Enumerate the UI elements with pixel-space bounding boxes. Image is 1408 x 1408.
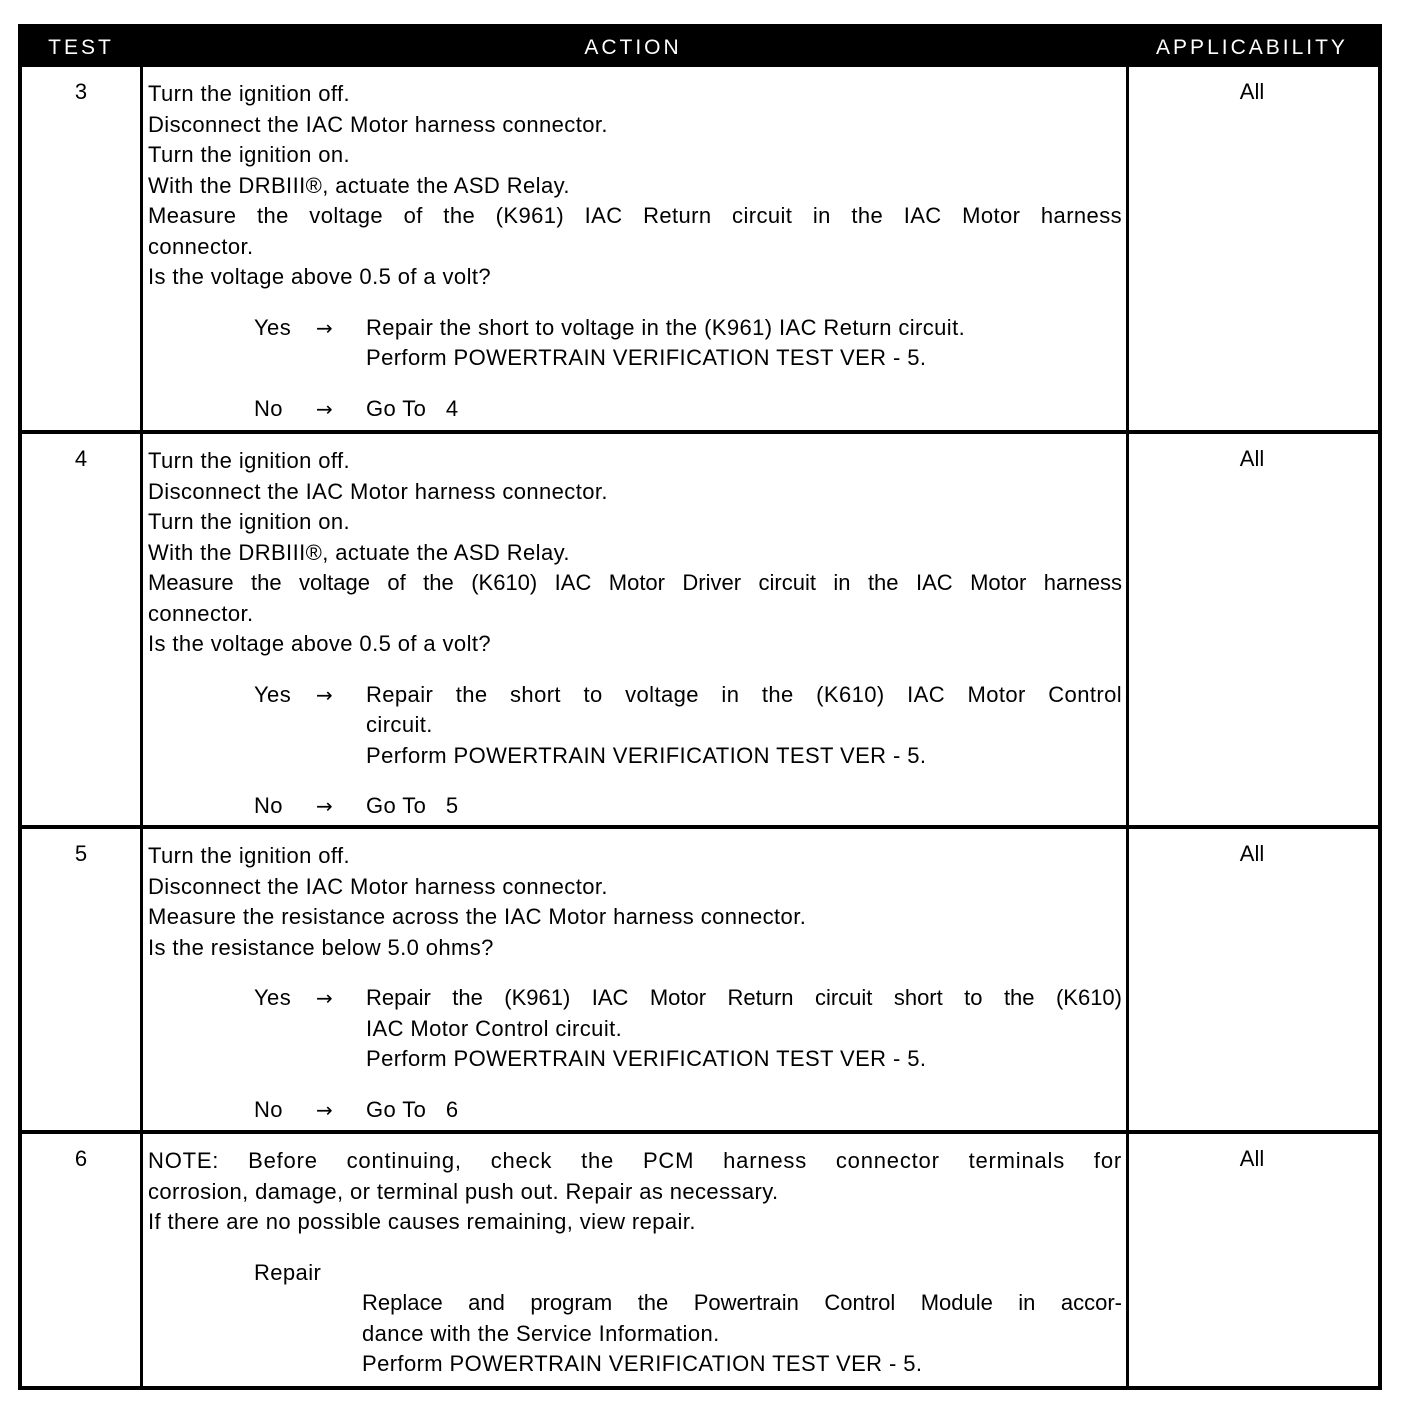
- no-label: No: [254, 1096, 283, 1122]
- yes-text: Perform POWERTRAIN VERIFICATION TEST VER - 5.: [366, 1046, 927, 1071]
- applicability-value: All: [1239, 1146, 1265, 1171]
- arrow-icon: →: [316, 794, 334, 818]
- goto-text: Go To 4: [366, 395, 459, 421]
- no-outcome: [148, 394, 1122, 425]
- step-text: Turn the ignition off.: [148, 81, 351, 106]
- no-label: No: [254, 793, 283, 818]
- action-cell: [148, 841, 1122, 1125]
- goto-text: Go To 5: [366, 793, 459, 818]
- step-text: Turn the ignition off.: [148, 843, 351, 868]
- no-label: No: [254, 395, 283, 421]
- yes-text: Repair the short to voltage in the (K610) IAC Motor Control: [366, 681, 1122, 707]
- action-cell: [148, 446, 1122, 822]
- repair-text: Perform POWERTRAIN VERIFICATION TEST VER - 5.: [362, 1351, 923, 1376]
- question-text: Is the resistance below 5.0 ohms?: [148, 934, 494, 960]
- step-text: Measure the voltage of the (K610) IAC Motor Driver circuit in the IAC Motor harness: [148, 570, 1122, 595]
- applicability-value: All: [1239, 841, 1265, 866]
- note-text: NOTE: Before continuing, check the PCM harness connector terminals for: [148, 1148, 1122, 1173]
- header-action: ACTION: [584, 36, 682, 59]
- no-outcome: [148, 1095, 1122, 1126]
- table-row: [22, 430, 1378, 828]
- yes-text: circuit.: [366, 712, 433, 737]
- yes-label: Yes: [254, 681, 292, 707]
- test-number: 6: [74, 1146, 88, 1171]
- table-header: [22, 28, 1378, 67]
- header-applicability: APPLICABILITY: [1156, 36, 1348, 59]
- yes-text: Perform POWERTRAIN VERIFICATION TEST VER - 5.: [366, 742, 927, 768]
- test-number: 5: [74, 841, 88, 866]
- repair-label: Repair: [254, 1259, 322, 1285]
- diagnostic-table: [18, 24, 1382, 1390]
- table-row: [22, 1130, 1378, 1386]
- yes-outcome: [148, 313, 1122, 374]
- yes-outcome: [148, 680, 1122, 772]
- arrow-icon: →: [316, 315, 334, 340]
- step-text: Measure the voltage of the (K961) IAC Return circuit in the IAC Motor harness: [148, 203, 1122, 228]
- yes-text: Repair the short to voltage in the (K961) IAC Return circuit.: [366, 314, 966, 340]
- arrow-icon: →: [316, 682, 334, 707]
- yes-text: Perform POWERTRAIN VERIFICATION TEST VER - 5.: [366, 345, 927, 370]
- step-text: Disconnect the IAC Motor harness connector.: [148, 478, 608, 504]
- step-text: Disconnect the IAC Motor harness connector.: [148, 873, 608, 899]
- step-text: Turn the ignition on.: [148, 142, 351, 167]
- step-text: With the DRBIII®, actuate the ASD Relay.: [148, 172, 570, 198]
- repair-text: Replace and program the Powertrain Control Module in accor-: [362, 1290, 1122, 1315]
- note-text: corrosion, damage, or terminal push out. Repair as necessary.: [148, 1178, 779, 1204]
- header-test: TEST: [48, 36, 114, 59]
- action-cell: [148, 79, 1122, 424]
- action-cell: [148, 1146, 1122, 1380]
- table-row: [22, 825, 1378, 1132]
- table-row: [22, 67, 1378, 433]
- step-text: connector.: [148, 600, 254, 626]
- repair-text: dance with the Service Information.: [362, 1320, 720, 1346]
- yes-text: Repair the (K961) IAC Motor Return circuit short to the (K610): [366, 985, 1122, 1010]
- step-text: Turn the ignition on.: [148, 509, 351, 534]
- applicability-value: All: [1239, 79, 1265, 104]
- arrow-icon: →: [316, 986, 334, 1010]
- test-number: 3: [74, 79, 88, 104]
- step-text: Turn the ignition off.: [148, 448, 351, 473]
- step-text: Measure the resistance across the IAC Motor harness connector.: [148, 904, 807, 929]
- step-text: If there are no possible causes remaining, view repair.: [148, 1209, 696, 1234]
- yes-outcome: [148, 983, 1122, 1075]
- step-text: Disconnect the IAC Motor harness connector.: [148, 111, 608, 137]
- question-text: Is the voltage above 0.5 of a volt?: [148, 631, 492, 656]
- step-text: With the DRBIII®, actuate the ASD Relay.: [148, 539, 570, 565]
- test-number: 4: [74, 446, 88, 471]
- arrow-icon: →: [316, 1097, 334, 1122]
- step-text: connector.: [148, 233, 254, 259]
- yes-label: Yes: [254, 985, 292, 1010]
- arrow-icon: →: [316, 396, 334, 421]
- applicability-value: All: [1239, 446, 1265, 471]
- goto-text: Go To 6: [366, 1096, 459, 1122]
- repair-block: [148, 1258, 1122, 1380]
- question-text: Is the voltage above 0.5 of a volt?: [148, 264, 492, 289]
- no-outcome: [148, 791, 1122, 822]
- yes-text: IAC Motor Control circuit.: [366, 1015, 623, 1041]
- yes-label: Yes: [254, 314, 292, 340]
